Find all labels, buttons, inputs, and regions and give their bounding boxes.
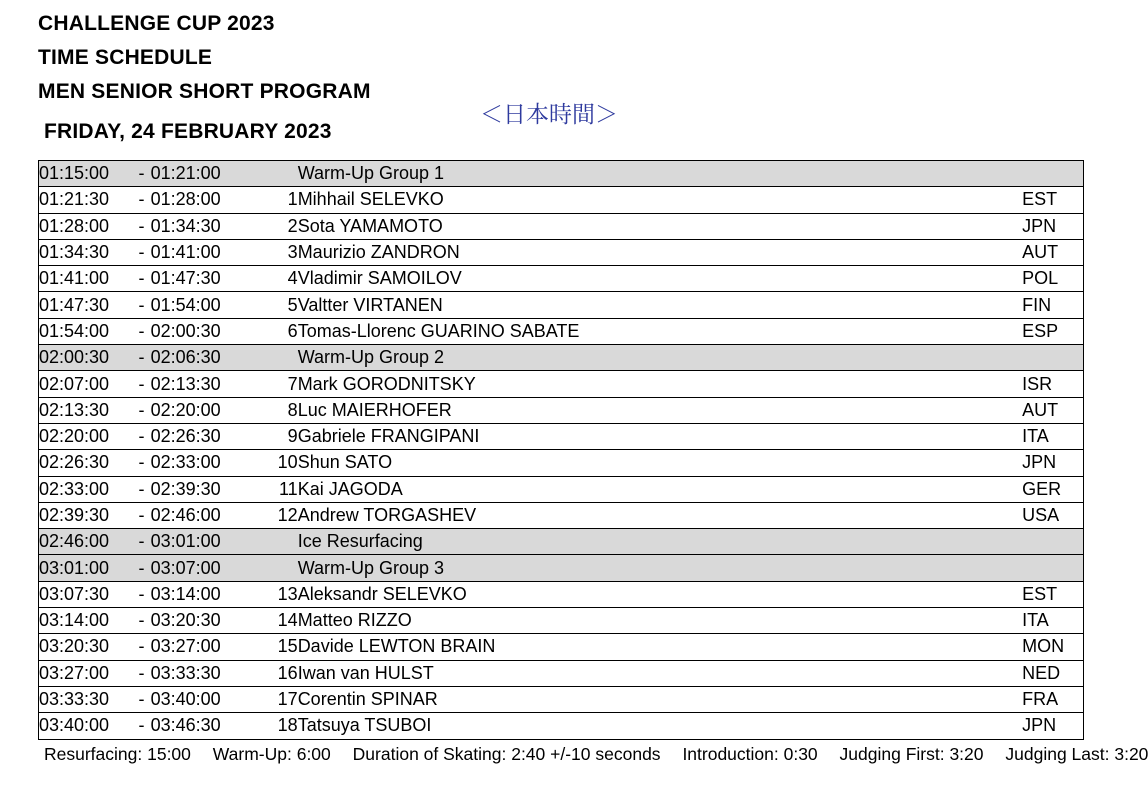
footer-judging-first: Judging First: 3:20	[839, 744, 984, 764]
end-time: 01:41:00	[151, 239, 263, 265]
schedule-row	[39, 713, 1084, 739]
skater-number: 7	[262, 371, 298, 397]
schedule-subtitle: TIME SCHEDULE	[38, 46, 213, 69]
schedule-row	[39, 581, 1084, 607]
end-time: 02:00:30	[151, 318, 263, 344]
nation-code: FIN	[1022, 292, 1083, 318]
skater-number	[262, 555, 298, 581]
nation-code: GER	[1022, 476, 1083, 502]
nation-code: AUT	[1022, 397, 1083, 423]
skater-name: Shun SATO	[298, 450, 1022, 476]
schedule-row	[39, 660, 1084, 686]
schedule-row	[39, 292, 1084, 318]
start-time: 02:26:30	[39, 450, 133, 476]
start-time: 02:46:00	[39, 529, 133, 555]
skater-number: 15	[262, 634, 298, 660]
nation-code: AUT	[1022, 239, 1083, 265]
timing-footer	[44, 744, 1148, 765]
japan-time-note: ＜日本時間＞	[480, 102, 618, 128]
nation-code: FRA	[1022, 686, 1083, 712]
footer-judging-last: Judging Last: 3:20	[1005, 744, 1148, 764]
nation-code: ISR	[1022, 371, 1083, 397]
skater-number: 2	[262, 213, 298, 239]
schedule-body	[39, 161, 1084, 740]
time-separator: -	[132, 213, 150, 239]
schedule-row	[39, 161, 1084, 187]
time-separator: -	[132, 345, 150, 371]
start-time: 01:47:30	[39, 292, 133, 318]
end-time: 02:33:00	[151, 450, 263, 476]
schedule-row	[39, 608, 1084, 634]
end-time: 01:34:30	[151, 213, 263, 239]
end-time: 02:06:30	[151, 345, 263, 371]
schedule-row	[39, 423, 1084, 449]
skater-number: 5	[262, 292, 298, 318]
category-title: MEN SENIOR SHORT PROGRAM	[38, 80, 371, 103]
skater-name: Davide LEWTON BRAIN	[298, 634, 1022, 660]
end-time: 03:40:00	[151, 686, 263, 712]
end-time: 01:28:00	[151, 187, 263, 213]
start-time: 01:28:00	[39, 213, 133, 239]
time-separator: -	[132, 423, 150, 449]
schedule-row	[39, 555, 1084, 581]
end-time: 03:46:30	[151, 713, 263, 739]
skater-name: Corentin SPINAR	[298, 686, 1022, 712]
skater-name: Iwan van HULST	[298, 660, 1022, 686]
start-time: 02:07:00	[39, 371, 133, 397]
start-time: 02:33:00	[39, 476, 133, 502]
skater-name: Tatsuya TSUBOI	[298, 713, 1022, 739]
end-time: 01:21:00	[151, 161, 263, 187]
start-time: 01:54:00	[39, 318, 133, 344]
time-separator: -	[132, 371, 150, 397]
skater-name: Luc MAIERHOFER	[298, 397, 1022, 423]
nation-code: JPN	[1022, 450, 1083, 476]
end-time: 02:13:30	[151, 371, 263, 397]
nation-code: NED	[1022, 660, 1083, 686]
time-separator: -	[132, 450, 150, 476]
skater-number: 1	[262, 187, 298, 213]
skater-name: Tomas-Llorenc GUARINO SABATE	[298, 318, 1022, 344]
schedule-row	[39, 213, 1084, 239]
time-separator: -	[132, 686, 150, 712]
schedule-row	[39, 266, 1084, 292]
nation-code: POL	[1022, 266, 1083, 292]
skater-number: 16	[262, 660, 298, 686]
skater-name: Ice Resurfacing	[298, 529, 1022, 555]
nation-code: EST	[1022, 581, 1083, 607]
time-separator: -	[132, 161, 150, 187]
skater-number: 6	[262, 318, 298, 344]
schedule-row	[39, 502, 1084, 528]
time-separator: -	[132, 266, 150, 292]
end-time: 03:14:00	[151, 581, 263, 607]
schedule-row	[39, 371, 1084, 397]
schedule-row	[39, 239, 1084, 265]
time-separator: -	[132, 397, 150, 423]
skater-name: Valtter VIRTANEN	[298, 292, 1022, 318]
start-time: 02:39:30	[39, 502, 133, 528]
skater-name: Warm-Up Group 2	[298, 345, 1022, 371]
time-separator: -	[132, 529, 150, 555]
skater-number: 4	[262, 266, 298, 292]
schedule-row	[39, 397, 1084, 423]
skater-number: 12	[262, 502, 298, 528]
nation-code: JPN	[1022, 213, 1083, 239]
skater-number: 9	[262, 423, 298, 449]
skater-number: 18	[262, 713, 298, 739]
footer-introduction: Introduction: 0:30	[682, 744, 818, 764]
schedule-row	[39, 476, 1084, 502]
nation-code: MON	[1022, 634, 1083, 660]
skater-number: 11	[262, 476, 298, 502]
schedule-table	[38, 160, 1084, 740]
skater-name: Andrew TORGASHEV	[298, 502, 1022, 528]
nation-code: JPN	[1022, 713, 1083, 739]
schedule-row	[39, 450, 1084, 476]
nation-code	[1022, 555, 1083, 581]
time-separator: -	[132, 555, 150, 581]
nation-code: EST	[1022, 187, 1083, 213]
skater-number: 3	[262, 239, 298, 265]
time-separator: -	[132, 713, 150, 739]
schedule-row	[39, 634, 1084, 660]
end-time: 02:46:00	[151, 502, 263, 528]
end-time: 02:20:00	[151, 397, 263, 423]
skater-number	[262, 161, 298, 187]
start-time: 03:01:00	[39, 555, 133, 581]
skater-number: 13	[262, 581, 298, 607]
skater-number: 8	[262, 397, 298, 423]
skater-name: Mihhail SELEVKO	[298, 187, 1022, 213]
nation-code: ESP	[1022, 318, 1083, 344]
skater-number	[262, 529, 298, 555]
time-separator: -	[132, 476, 150, 502]
start-time: 01:21:30	[39, 187, 133, 213]
skater-number: 14	[262, 608, 298, 634]
start-time: 02:20:00	[39, 423, 133, 449]
start-time: 01:34:30	[39, 239, 133, 265]
end-time: 03:20:30	[151, 608, 263, 634]
schedule-row	[39, 187, 1084, 213]
start-time: 03:40:00	[39, 713, 133, 739]
footer-duration: Duration of Skating: 2:40 +/-10 seconds	[352, 744, 661, 764]
skater-number	[262, 345, 298, 371]
nation-code	[1022, 529, 1083, 555]
end-time: 01:54:00	[151, 292, 263, 318]
end-time: 03:01:00	[151, 529, 263, 555]
end-time: 03:07:00	[151, 555, 263, 581]
time-separator: -	[132, 502, 150, 528]
skater-name: Vladimir SAMOILOV	[298, 266, 1022, 292]
footer-warmup: Warm-Up: 6:00	[212, 744, 331, 764]
skater-name: Sota YAMAMOTO	[298, 213, 1022, 239]
nation-code	[1022, 161, 1083, 187]
skater-name: Gabriele FRANGIPANI	[298, 423, 1022, 449]
schedule-row	[39, 529, 1084, 555]
time-separator: -	[132, 292, 150, 318]
nation-code: ITA	[1022, 423, 1083, 449]
end-time: 03:33:30	[151, 660, 263, 686]
nation-code: USA	[1022, 502, 1083, 528]
end-time: 03:27:00	[151, 634, 263, 660]
schedule-row	[39, 345, 1084, 371]
schedule-row	[39, 318, 1084, 344]
skater-name: Maurizio ZANDRON	[298, 239, 1022, 265]
time-separator: -	[132, 581, 150, 607]
start-time: 01:15:00	[39, 161, 133, 187]
nation-code	[1022, 345, 1083, 371]
schedule-row	[39, 686, 1084, 712]
event-date: FRIDAY, 24 FEBRUARY 2023	[44, 120, 332, 143]
start-time: 03:27:00	[39, 660, 133, 686]
end-time: 01:47:30	[151, 266, 263, 292]
time-separator: -	[132, 187, 150, 213]
end-time: 02:26:30	[151, 423, 263, 449]
skater-name: Aleksandr SELEVKO	[298, 581, 1022, 607]
skater-number: 17	[262, 686, 298, 712]
event-title: CHALLENGE CUP 2023	[38, 12, 275, 35]
footer-resurfacing: Resurfacing: 15:00	[44, 744, 191, 764]
time-separator: -	[132, 608, 150, 634]
skater-name: Kai JAGODA	[298, 476, 1022, 502]
start-time: 01:41:00	[39, 266, 133, 292]
skater-name: Warm-Up Group 1	[298, 161, 1022, 187]
start-time: 02:00:30	[39, 345, 133, 371]
time-separator: -	[132, 634, 150, 660]
time-separator: -	[132, 660, 150, 686]
start-time: 03:20:30	[39, 634, 133, 660]
start-time: 03:14:00	[39, 608, 133, 634]
start-time: 02:13:30	[39, 397, 133, 423]
skater-name: Warm-Up Group 3	[298, 555, 1022, 581]
time-separator: -	[132, 318, 150, 344]
skater-name: Matteo RIZZO	[298, 608, 1022, 634]
skater-name: Mark GORODNITSKY	[298, 371, 1022, 397]
start-time: 03:07:30	[39, 581, 133, 607]
end-time: 02:39:30	[151, 476, 263, 502]
skater-number: 10	[262, 450, 298, 476]
time-separator: -	[132, 239, 150, 265]
start-time: 03:33:30	[39, 686, 133, 712]
nation-code: ITA	[1022, 608, 1083, 634]
